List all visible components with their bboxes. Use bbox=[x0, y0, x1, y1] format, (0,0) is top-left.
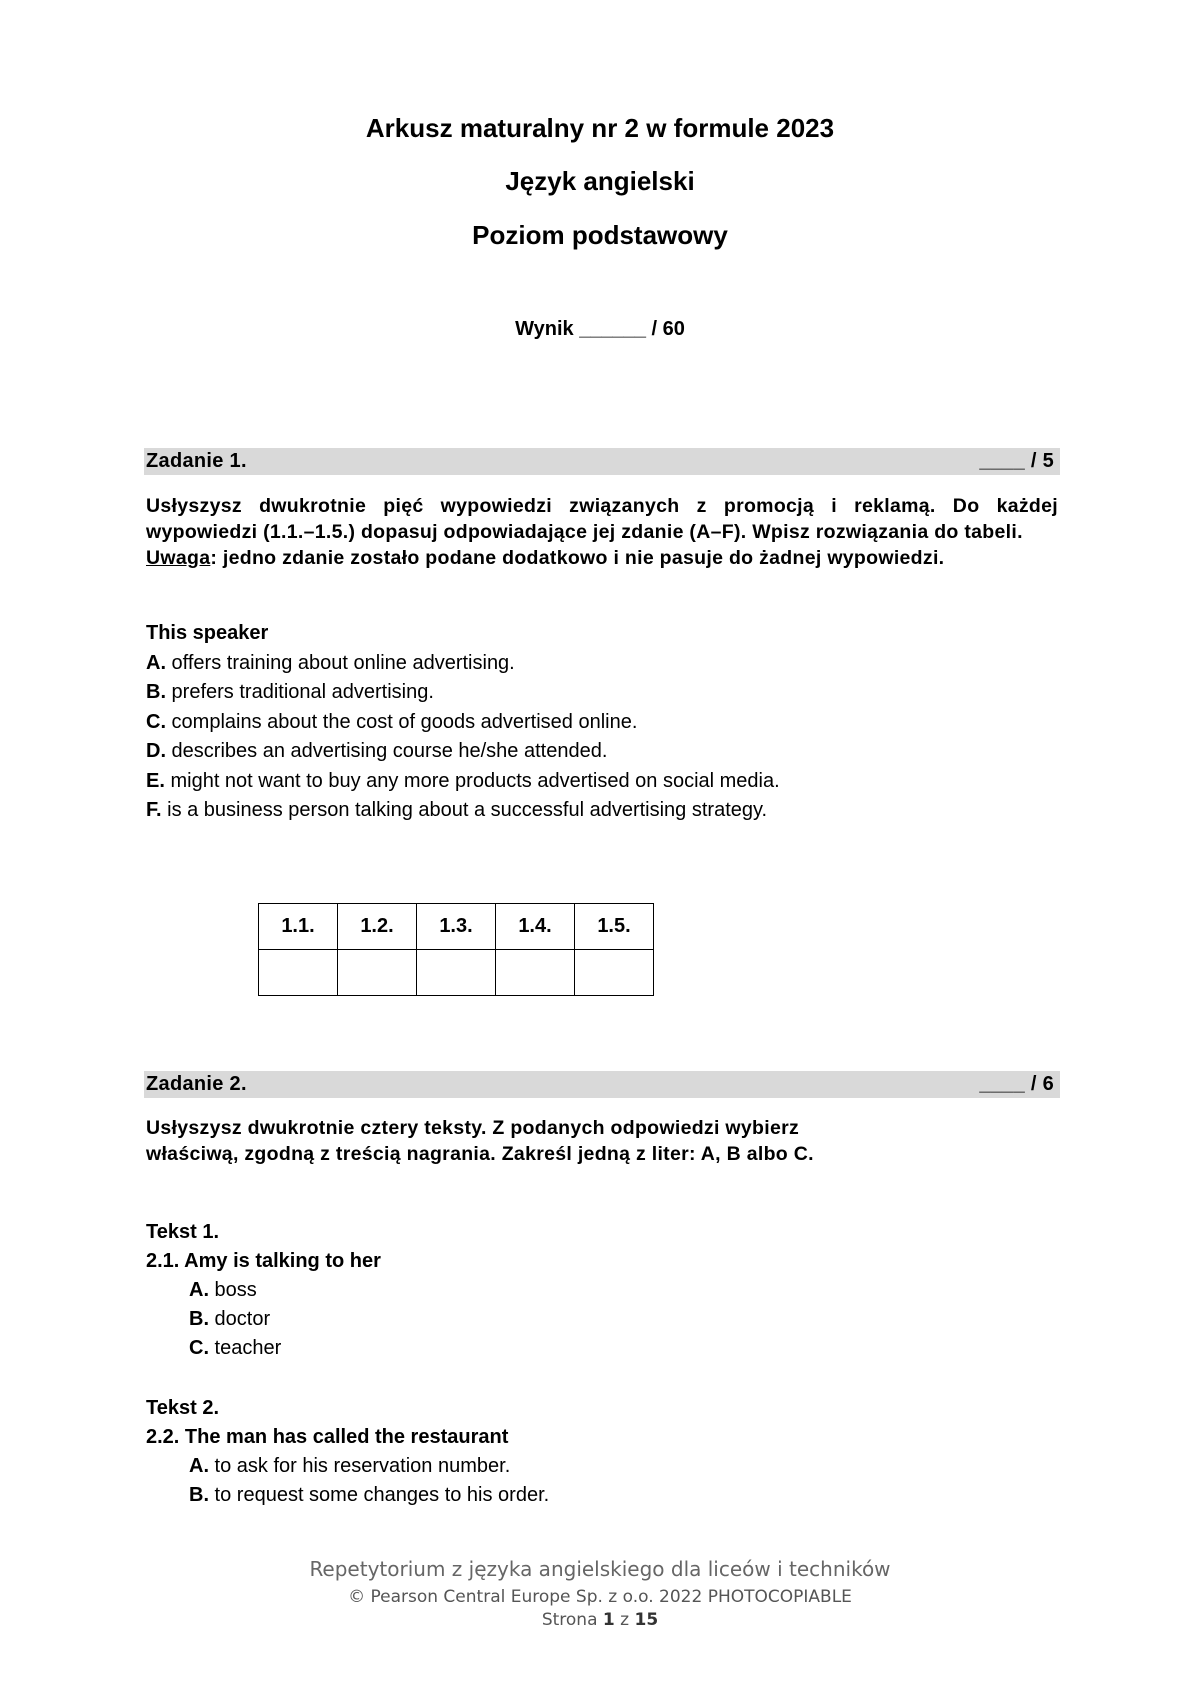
task1-option-f: F. is a business person talking about a successful advertising strategy. bbox=[146, 799, 768, 821]
task1-note-text: : jedno zdanie zostało podane dodatkowo i nie pasuje do żadnej wypowiedzi. bbox=[210, 547, 945, 569]
task1-option-e: E. might not want to buy any more products advertised on social media. bbox=[146, 770, 780, 792]
answer-table-header: 1.4. bbox=[496, 904, 575, 950]
task1-instruction-text: Usłyszysz dwukrotnie pięć wypowiedzi związanych z promocją i reklamą. Do każdej wypowiedzi (1.1.–1.5.) dopasuj odpowiadające jej zdanie (A–F). Wpisz rozwiązania do tabeli. bbox=[146, 495, 1058, 543]
task1-option-d: D. describes an advertising course he/she attended. bbox=[146, 740, 608, 762]
task2-text1-label: Tekst 1. bbox=[146, 1221, 219, 1243]
answer-table-answer-row bbox=[259, 950, 654, 996]
answer-table-header: 1.5. bbox=[575, 904, 654, 950]
answer-cell[interactable] bbox=[575, 950, 654, 996]
footer-publication: Repetytorium z języka angielskiego dla liceów i techników bbox=[309, 1557, 891, 1581]
task2-question-1: 2.1. Amy is talking to her bbox=[146, 1250, 381, 1272]
answer-table-header: 1.1. bbox=[259, 904, 338, 950]
task2-label: Zadanie 2. bbox=[146, 1073, 247, 1095]
level-title: Poziom podstawowy bbox=[472, 220, 728, 250]
task1-option-a: A. offers training about online advertising. bbox=[146, 652, 515, 674]
task2-q1-option-a[interactable]: A. boss bbox=[189, 1279, 257, 1301]
task2-text2-label: Tekst 2. bbox=[146, 1397, 219, 1419]
footer-copyright: © Pearson Central Europe Sp. z o.o. 2022 PHOTOCOPIABLE bbox=[348, 1587, 852, 1607]
task1-header-bar bbox=[144, 448, 1060, 475]
answer-cell[interactable] bbox=[338, 950, 417, 996]
answer-cell[interactable] bbox=[496, 950, 575, 996]
task2-q2-option-a[interactable]: A. to ask for his reservation number. bbox=[189, 1455, 511, 1477]
task2-q2-option-b[interactable]: B. to request some changes to his order. bbox=[189, 1484, 550, 1506]
task2-instruction: Usłyszysz dwukrotnie cztery teksty. Z podanych odpowiedzi wybierz właściwą, zgodną z treścią nagrania. Zakreśl jedną z liter: A, B albo C. bbox=[146, 1117, 814, 1165]
task2-q1-option-c[interactable]: C. teacher bbox=[189, 1337, 282, 1359]
answer-table-header: 1.2. bbox=[338, 904, 417, 950]
task1-label: Zadanie 1. bbox=[146, 450, 247, 472]
answer-cell[interactable] bbox=[259, 950, 338, 996]
answer-table-header: 1.3. bbox=[417, 904, 496, 950]
task1-note-label: Uwaga bbox=[146, 547, 211, 569]
footer-page-number: Strona 1 z 15 bbox=[541, 1610, 659, 1630]
task2-question-2: 2.2. The man has called the restaurant bbox=[146, 1426, 509, 1448]
subject-title: Język angielski bbox=[505, 166, 695, 196]
task2-header-bar bbox=[144, 1071, 1060, 1098]
document-title: Arkusz maturalny nr 2 w formule 2023 bbox=[365, 113, 835, 143]
task1-lead: This speaker bbox=[146, 622, 269, 644]
total-score-line: Wynik ______ / 60 bbox=[515, 318, 685, 340]
task1-option-c: C. complains about the cost of goods advertised online. bbox=[146, 711, 638, 733]
task1-option-b: B. prefers traditional advertising. bbox=[146, 681, 434, 703]
answer-table-header-row bbox=[259, 904, 654, 950]
task1-points: ____ / 5 bbox=[979, 450, 1054, 472]
task1-answer-table bbox=[258, 903, 654, 996]
task1-instruction bbox=[146, 493, 1058, 571]
task2-points: ____ / 6 bbox=[979, 1073, 1054, 1095]
task2-q1-option-b[interactable]: B. doctor bbox=[189, 1308, 271, 1330]
answer-cell[interactable] bbox=[417, 950, 496, 996]
